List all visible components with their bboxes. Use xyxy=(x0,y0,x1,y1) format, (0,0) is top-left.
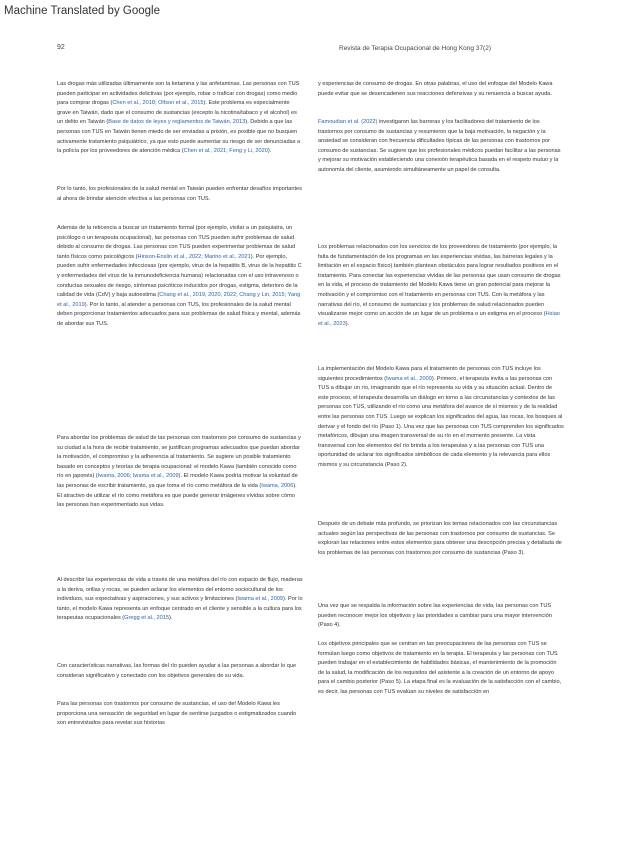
text-run: ). Este problema es especialmente grave en Taiwán, dado que el consumo de sustancias (excepto la nicotina/tabaco y el alcohol) es un delito en Taiwán ( xyxy=(57,100,297,126)
text-run: Además de la reticencia a buscar un tratamiento formal (por ejemplo, visitar a un psiquiatra, un psicólogo o un terapeuta ocupacional), las personas con TUS pueden sufrir problemas de salud debido al consumo de drogas. Las personas con TUS pueden experimentar problemas de salud tanto físicos como psicológicos ( xyxy=(57,225,296,260)
right-paragraph-2 xyxy=(318,118,564,176)
citation-link[interactable]: Chang et al., 2019, 2020, 2022; Chang y Lin, 2015; Yang et al., 2019 xyxy=(57,292,301,308)
text-run: Para abordar los problemas de salud de las personas con trastornos por consumo de sustancias y su ciudad a la hora de recibir tratamiento, se justifican programas adecuados que puedan abordar la motivación, el compromiso y la adherencia al tratamiento. Se sugiere un posible tratamiento basado en conceptos y teorías de terapia ocupacional: el modelo Kawa (también conocido como río en japonés) ( xyxy=(57,435,301,480)
page-number: 92 xyxy=(57,44,65,51)
left-paragraph-2 xyxy=(57,185,303,204)
citation-link[interactable]: Chen et al., 2018; Olfson et al., 2015 xyxy=(112,100,204,107)
text-run: Las drogas más utilizadas últimamente son la ketamina y las anfetaminas. Las personas con TUS pueden participar en actividades delictivas (por ejemplo, robar o traficar con drogas) como medio para comprar drogas ( xyxy=(57,81,300,107)
machine-translation-watermark: Machine Translated by Google xyxy=(4,5,160,17)
text-run: ). Debido a que las personas con TUS en Taiwán tienen miedo de ser enviadas a prisión, es posible que no busquen activamente tratamiento psiquiátrico, ya que esto puede aumentar su riesgo de ser denunciadas a la policía por los proveedores de atención médica ( xyxy=(57,119,301,155)
text-run: ). El atractivo de utilizar el río como metáfora es que puede generar imágenes vívidas sobre cómo las personas han experimentado sus vidas. xyxy=(57,482,297,509)
citation-link[interactable]: Iwama, 2006; Iwama et al., 2009 xyxy=(97,473,179,480)
right-paragraph-7 xyxy=(318,640,564,698)
text-run: ). Por lo tanto, al atender a personas con TUS, los profesionales de la salud mental deben proporcionar tratamientos adecuados para sus problemas de salud física y mental, además de abordar sus TUS. xyxy=(57,301,301,327)
citation-link[interactable]: Hsiao et al., 2023 xyxy=(318,311,560,327)
citation-link[interactable]: Iwama et al., 2009 xyxy=(237,596,284,603)
citation-link[interactable]: Gregg et al., 2015 xyxy=(124,615,169,622)
citation-link[interactable]: Iwama, 2006 xyxy=(261,482,294,489)
citation-link[interactable]: Hinson-Enslin et al., 2022; Marino et al., 2021 xyxy=(137,253,251,260)
citation-link[interactable]: Chen et al., 2021; Feng y Li, 2020 xyxy=(183,148,268,155)
journal-running-header: Revista de Terapia Ocupacional de Hong Kong 37(2) xyxy=(339,45,492,52)
text-run: Los problemas relacionados con los servicios de los proveedores de tratamiento (por ejemplo, la falta de fundamentación de los programas en las experiencias vividas, las barreras legales y la limitación en el espacio físico) también plantean obstáculos para lograr resultados positivos en el tratamiento. Para conectar las experiencias vividas de las personas que usan consumo de drogas en la vida, el proceso de tratamiento del Modelo Kawa tiene un gran potencial para mejorar la motivación y el compromiso con el tratamiento en personas con TUS. Con la metáfora y las narrativas del río, el consumo de sustancias y los problemas de salud relacionados pueden visualizarse mejor como un acción de un lugar de un problema o un estigma en el proceso ( xyxy=(318,244,561,318)
text-run: Después de un debate más profundo, se priorizan los temas relacionados con las circunstancias actuales según las perspectivas de las personas con trastornos por consumo de sustancias. Se exploran las relaciones entre estos elementos para obtener una descripción precisa y detallada de los problemas de las personas con trastornos por consumo de sustancias (Paso 3). xyxy=(318,521,562,556)
text-run: y experiencias de consumo de drogas. En otras palabras, el uso del enfoque del Modelo Kawa puede evitar que se desencadenen sus reacciones defensivas y su renuencia a buscar ayuda. xyxy=(318,81,553,97)
citation-link[interactable]: Base de datos de leyes y reglamentos de Taiwán, 2013 xyxy=(108,119,246,126)
right-paragraph-5 xyxy=(318,520,564,558)
text-run: ). xyxy=(345,320,350,327)
left-paragraph-7 xyxy=(57,700,303,729)
right-paragraph-3 xyxy=(318,243,564,329)
text-run: ). Primero, el terapeuta invita a las personas con TUS a dibujar un río, imaginando que el río representa su vida y su situación actual. Dentro de este proceso, el terapeuta desarrolla un diálogo en torno a las circunstancias y contextos de las personas con TUS, utilizando el río como una metáfora del avance de sí mismos y de la realidad entre las personas con TUS. Luego se explican los significados del agua, las rocas, los bosques al derivar y el fondo del río (Paso 1). Una vez que las personas con TUS comprenden los significados metafóricos, dibujan una imagen transversal de su río en el momento presente. La vista transversal con los elementos del río brinda a los terapeutas y a las personas con TUS una oportunidad de aclarar los significados simbólicos de cada elemento y la relevancia para ellos mismos y su circunstancia (Paso 2). xyxy=(318,375,564,468)
right-paragraph-6 xyxy=(318,602,564,631)
text-run: Una vez que se respalda la información sobre las experiencias de vida, las personas con TUS pueden reconocer mejor los objetivos y las prioridades a cambiar para una mayor intervención (Paso 4). xyxy=(318,603,552,629)
text-run: ). xyxy=(168,615,173,622)
text-run: La implementación del Modelo Kawa para el tratamiento de personas con TUS incluye los siguientes procedimientos ( xyxy=(318,366,541,382)
text-run: investigaron las barreras y los facilitadores del tratamiento de los trastornos por consumo de sustancias y resumieron que la baja motivación, la negación y la ansiedad se consideran con frecuencia dificultades típicas de las personas con trastornos por consumo de sustancias. Se sugiere que los profesionales médicos puedan facilitar a las personas y mejorar su motivación estableciendo una conexión terapéutica basada en el respeto mutuo y la autonomía del cliente, asumiendo simultáneamente un papel de consulta. xyxy=(318,119,561,173)
text-run: Por lo tanto, los profesionales de la salud mental en Taiwán pueden enfrentar desafíos importantes al ahora de brindar atención efectiva a las personas con TUS. xyxy=(57,186,302,202)
text-run: Los objetivos principales que se centran en las preocupaciones de las personas con TUS se formulan luego como objetivos de tratamiento en la terapia. El terapeuta y las personas con TUS pueden trabajar en el establecimiento de habilidades básicas, el mantenimiento de la promoción de la salud, la modificación de los requisitos del asistente a la creación de un entorno de apoyo para el cambio posterior (Paso 5). La etapa final es la evaluación de la satisfacción con el cambio, es decir, las personas con TUS evalúan su niveles de satisfacción en xyxy=(318,641,562,695)
citation-link[interactable]: Famoudian et al. (2022) xyxy=(318,119,378,125)
text-run: ). Por ejemplo, pueden sufrir enfermedades infecciosas (por ejemplo, virus de la hepatitis B, virus de la hepatitis C y enfermedades del virus de la inmunodeficiencia humana) relacionadas con el uso intravenoso o conductas sexuales de riesgo, síntomas psicóticos inducidos por drogas, estigma, deterioro de la calidad de vida (CdV) y baja autoestima ( xyxy=(57,253,302,299)
text-run: ). Por lo tanto, el modelo Kawa representa un enfoque centrado en el cliente y sensible a la cultura para los terapeutas ocupacionales ( xyxy=(57,596,303,622)
left-paragraph-1 xyxy=(57,80,303,157)
right-paragraph-4 xyxy=(318,365,564,471)
left-paragraph-4 xyxy=(57,434,303,511)
right-paragraph-1 xyxy=(318,80,564,99)
text-run: Al describir las experiencias de vida a través de una metáfora del río con espacio de flujo, maderas a la deriva, orillas y rocas, se pueden aclarar los elementos del entorno sociocultural de los individuos, sus expectativas y aspiraciones, y sus activos y limitaciones ( xyxy=(57,577,303,603)
text-run: ). El modelo Kawa podría motivar la voluntad de las personas de escribir tratamiento, ya que toma el río como metáfora de la vida ( xyxy=(57,473,298,489)
left-paragraph-6 xyxy=(57,662,303,681)
left-paragraph-5 xyxy=(57,576,303,624)
citation-link[interactable]: Iwama et al., 2009 xyxy=(386,375,432,382)
text-run: ). xyxy=(267,148,272,155)
text-run: Para las personas con trastornos por consumo de sustancias, el uso del Modelo Kawa les proporciona una sensación de seguridad en lugar de sentirse juzgados o estigmatizados cuando son entrevistados para revelar sus historias xyxy=(57,701,297,727)
left-paragraph-3 xyxy=(57,224,303,330)
text-run: Con características narrativas, las formas del río pueden ayudar a las personas a abordar lo que consideran significativo y conectado con los objetivos generales de su vida. xyxy=(57,663,297,679)
